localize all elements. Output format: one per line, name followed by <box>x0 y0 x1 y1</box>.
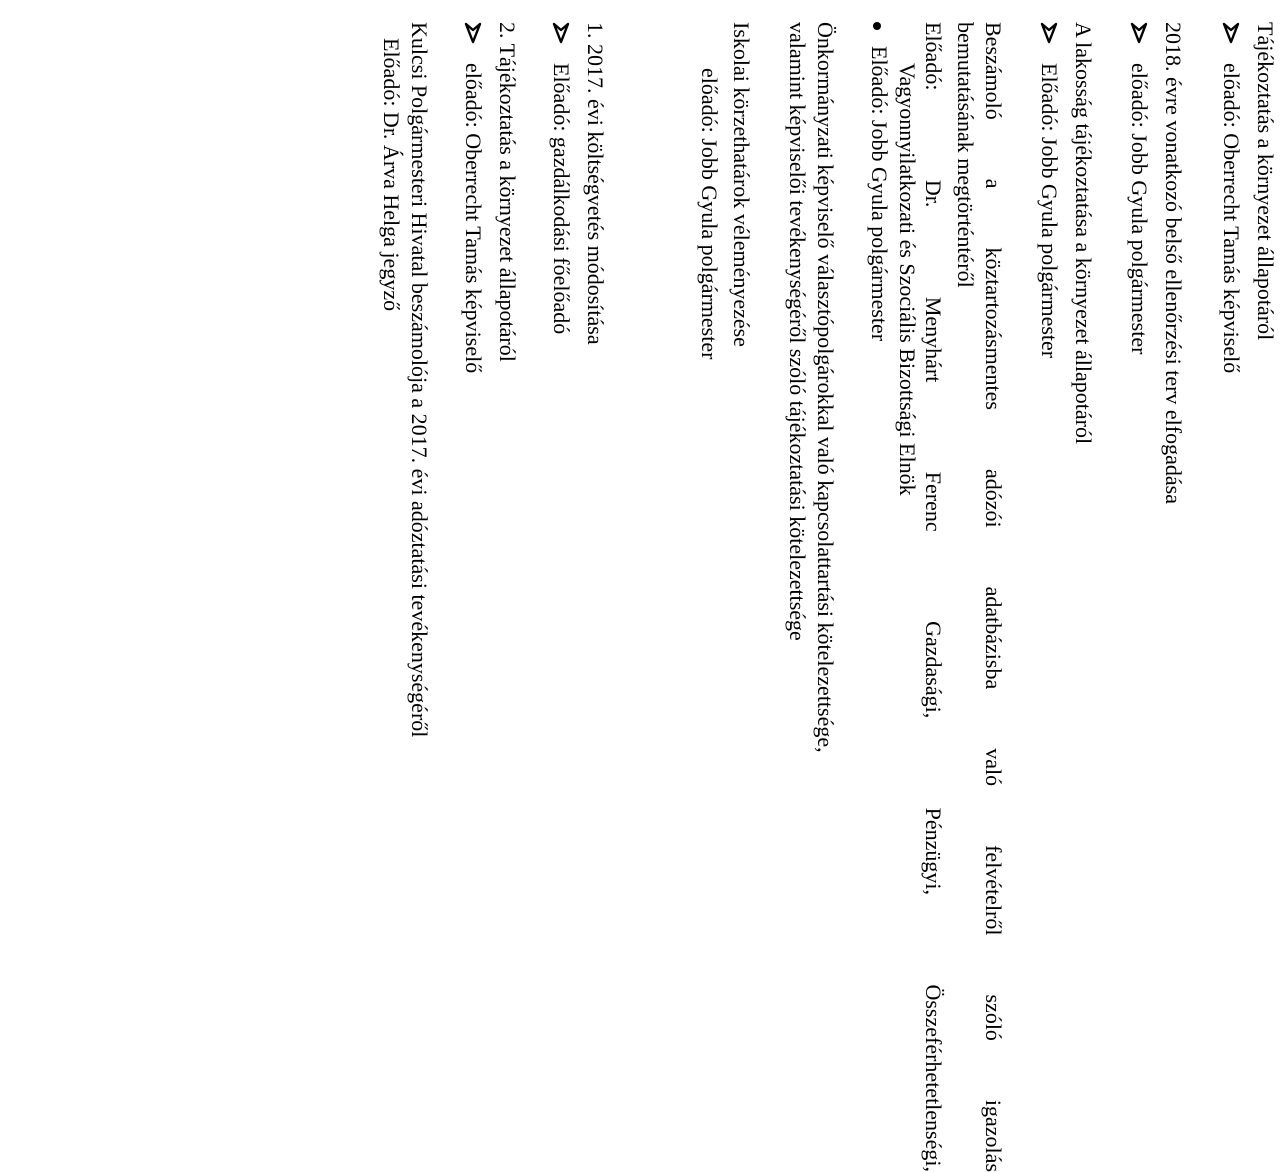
env-info2-title: 2. Tájékoztatás a környezet állapotáról <box>495 22 520 362</box>
public-env-title: A lakosság tájékoztatása a környezet állapotáról <box>1071 22 1096 445</box>
tax-report-bullet-text: Előadó: Jobb Gyula polgármester <box>867 46 892 342</box>
notary-presenter: Előadó: Dr. Árva Helga jegyző <box>379 38 404 312</box>
arrow-bullet-icon <box>1038 22 1060 52</box>
tax-report-presenter-line2: Vagyonnyilatkozati és Szociális Bizottsági Elnök <box>895 63 920 496</box>
tax-report-title-line1: Beszámoló a köztartozásmentes adózói adatbázisba való felvételről szóló igazolás <box>981 22 1006 1172</box>
arrow-bullet-icon <box>462 22 484 52</box>
env-info-title: Tájékoztatás a környezet állapotáról <box>1253 22 1278 341</box>
audit-plan-presenter: előadó: Jobb Gyula polgármester <box>1127 63 1152 355</box>
arrow-bullet-icon <box>1220 22 1242 52</box>
school-district-title: Iskolai körzethatárok véleményezése <box>729 22 754 347</box>
tax-office-report: Kulcsi Polgármesteri Hivatal beszámolója a 2017. évi adóztatási tevékenységéről <box>407 22 432 738</box>
public-env-presenter: Előadó: Jobb Gyula polgármester <box>1037 63 1062 359</box>
env-info2-presenter: előadó: Oberrecht Tamás képviselő <box>461 63 486 374</box>
tax-report-title-line2: bemutatásának megtörténtéről <box>953 22 978 288</box>
deputy-mayor-line2: valamint képviselői tevékenységéről szóló tájékoztatási kötelezettsége <box>785 22 810 641</box>
deputy-mayor-line1: Önkormányzati képviselő választópolgárokkal való kapcsolattartási kötelezettsége, <box>813 22 838 753</box>
env-info-presenter: előadó: Oberrecht Tamás képviselő <box>1219 63 1244 374</box>
budget-presenter: Előadó: gazdálkodási főelőadó <box>549 63 574 335</box>
arrow-bullet-icon <box>550 22 572 52</box>
school-district-presenter: előadó: Jobb Gyula polgármester <box>697 68 722 360</box>
audit-plan-title: 2018. évre vonatkozó belső ellenőrzési terv elfogadása <box>1161 22 1186 504</box>
budget-title: 1. 2017. évi költségvetés módosítása <box>583 22 608 345</box>
tax-report-presenter-line1: Előadó: Dr. Menyhárt Ferenc Gazdasági, Pénzügyi, Összeférhetetlenségi, <box>921 22 946 1172</box>
arrow-bullet-icon <box>1128 22 1150 52</box>
bullet-dot-icon <box>873 22 881 30</box>
